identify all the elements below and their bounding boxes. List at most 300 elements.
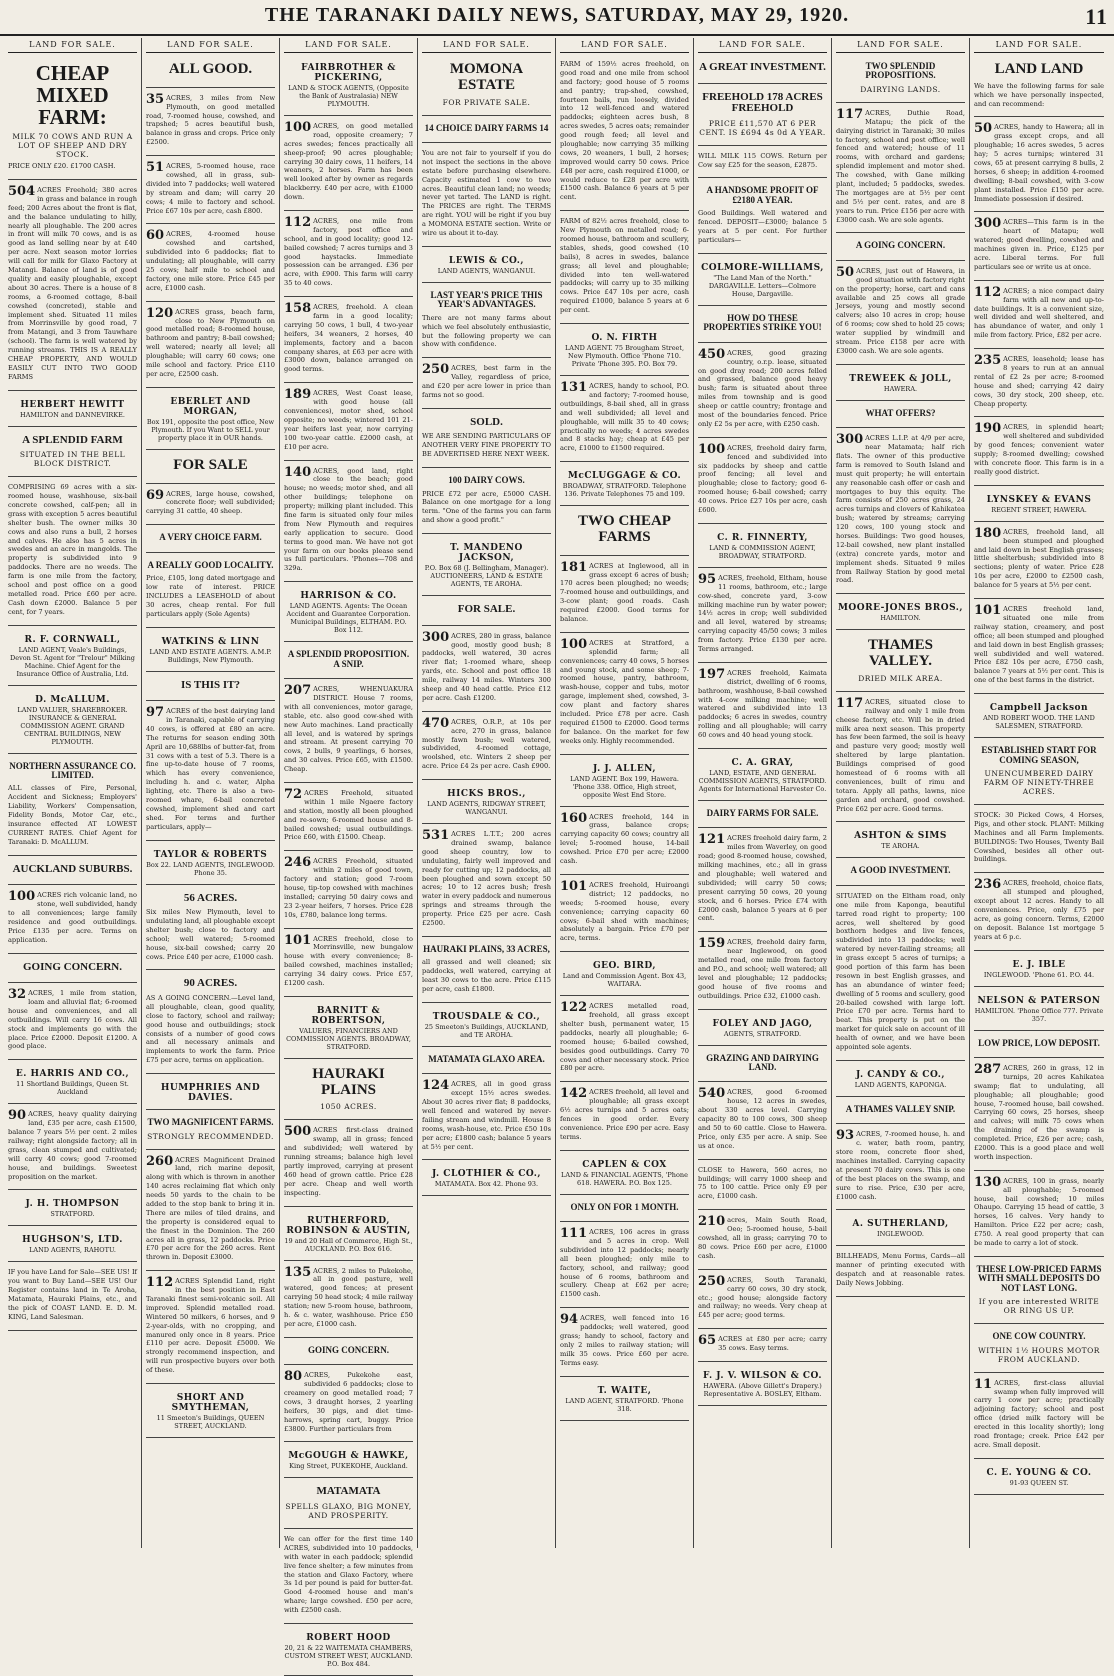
ad-acreage: 35 — [146, 91, 165, 107]
ad-acreage: 135 — [284, 1264, 312, 1280]
agent-address: VALUERS, FINANCIERS AND COMMISSION AGENTS. BROADWAY, STRATFORD. — [286, 1026, 411, 1051]
ad-subheading: SPELLS GLAXO, BIG MONEY, AND PROSPERITY. — [285, 1501, 412, 1520]
agent-address: LAND AGENT, STRATFORD. 'Phone 318. — [565, 1396, 684, 1413]
ad-body — [284, 464, 413, 574]
agent-name: GEO. BIRD, — [592, 961, 657, 972]
classified-ad — [422, 471, 551, 534]
ad-body — [284, 857, 413, 919]
ad-acreage: 142 — [560, 1086, 588, 1102]
ad-text: ACRES Magnificent Drained land, rich marine deposit, along with which is thrown in another 140 acres reclaiming flat which only needs 50 yards to the chain to be added to the stop bank to bring it in. There are miles of tiled drains, and the property is considered equal to the finest in the Dominion. The 260 acres all in grass, 12 paddocks. Price £70 per acre for the 260 acres. Rent thrown in. Deposit £3000. — [146, 1155, 275, 1262]
page-number: 11 — [1085, 4, 1108, 29]
column-header: LAND FOR SALE. — [560, 38, 689, 53]
masthead — [0, 4, 1114, 36]
ad-text: ACRES, first-class alluvial swamp when fully improved will carry 1 cow per acre; practically adjoining factory; school and post office (dried milk factory will be erected in this locality shortly); long road frontage; creek. Price £42 per acre. Small deposit. — [974, 1378, 1104, 1449]
agent-address: HAMILTON and DANNEVIRKE. — [20, 410, 125, 419]
agent-name: O. N. FIRTH — [591, 333, 658, 344]
classified-ad — [422, 1077, 551, 1160]
agent-address: INGLEWOOD. 'Phone 61. P.O. 44. — [983, 970, 1095, 979]
ad-body — [836, 434, 965, 585]
classified-ad — [146, 227, 275, 301]
ad-heading: ONE COW COUNTRY. — [992, 1331, 1086, 1342]
classified-ad — [974, 1327, 1104, 1372]
agent-address: AGENTS, STRATFORD. — [723, 1029, 802, 1038]
ad-body — [422, 830, 551, 928]
agent-address: LAND AGENTS, WANGANUI. — [437, 266, 536, 275]
classified-ad — [698, 1365, 827, 1406]
classified-ad — [284, 1000, 413, 1059]
ad-acreage: 111 — [560, 1226, 588, 1242]
ad-acreage: 250 — [422, 362, 450, 378]
agent-name: McGOUGH & HAWKE, — [288, 1451, 409, 1462]
classified-ad — [8, 888, 137, 953]
ad-body — [422, 432, 551, 459]
ad-acreage: 181 — [560, 559, 588, 575]
ad-text: CLOSE to Hawera, 560 acres, no buildings; will carry 1000 sheep and 75 to 100 cattle. Price only £9 per acre, £1000 cash. — [698, 1165, 827, 1201]
agent-address: Land and Commission Agent. Box 43, WAITARA. — [562, 972, 687, 989]
ad-acreage: 158 — [284, 301, 312, 317]
ad-body — [560, 810, 689, 866]
column-4 — [418, 38, 556, 1548]
classified-ad — [974, 1061, 1104, 1171]
ad-heading: MATAMATA — [316, 1485, 381, 1498]
agent-address: Box 22. LAND AGENTS, INGLEWOOD. Phone 35. — [146, 860, 275, 877]
ad-acreage: 197 — [698, 666, 726, 682]
agent-name: BARNITT & ROBERTSON, — [311, 1005, 386, 1026]
ad-subheading: PRICE £11,570 AT 6 PER CENT. IS £694 4s 0d A YEAR. — [699, 118, 826, 137]
ad-body — [8, 1268, 137, 1321]
agent-name: FAIRBROTHER & PICKERING, — [301, 63, 396, 83]
classified-ad — [422, 286, 551, 358]
classified-ad — [836, 889, 965, 1061]
classified-ad — [8, 480, 137, 625]
ad-acreage: 207 — [284, 683, 312, 699]
agent-address: LAND AGENT. 75 Brougham Street, New Plymouth. Office 'Phone 710. Private 'Phone 395. P.O. Box 79. — [564, 344, 685, 369]
ad-acreage: 50 — [974, 121, 993, 137]
classified-ad — [836, 57, 965, 103]
classified-ad — [284, 854, 413, 928]
ad-subheading: DRIED MILK AREA. — [858, 673, 943, 683]
agent-address: LAND AGENTS, KAPONGA. — [854, 1080, 947, 1089]
ad-text: ACRES metalled road, freehold, all grass except shelter bush, permanent water, 15 paddocks, nearly all ploughable; 6-roomed house; 6-bailed cowshed, besides good outbuildings. Carry 70 cows and other necessary stock. Price £80 per acre. — [560, 1002, 689, 1073]
ad-body — [698, 441, 827, 515]
ad-heading: GOING CONCERN. — [22, 960, 122, 973]
ad-body — [146, 994, 275, 1065]
ad-body — [974, 355, 1104, 408]
ad-acreage: 94 — [560, 1312, 579, 1328]
classified-ad — [560, 465, 689, 506]
ad-text: ACRES, Pukekohe east, subdivided 6 paddocks; close to creamery on good metalled road; 7 cows, 3 draught horses, 2 yearling heifers, 30 pigs, and diet time-harrows, spring cart, buggy. Price £3800. Further particulars from — [284, 1371, 413, 1433]
ad-body — [698, 1216, 827, 1260]
classified-ad — [560, 1225, 689, 1308]
ad-text: ACRES, freehold land, all been stumped and ploughed and laid down in best English grasses; little shelterbush; subdivided into 8 sections; plenty of water. Price £28 10s per acre, £2000 to £2500 cash, balance for 5 years at 5½ per cent. — [974, 527, 1104, 590]
ad-text: ACRES rich volcanic land, no stone, well subdivided, handy to all conveniences; large family residence and good outbuildings. Price £135 per acre. Terms on application. — [8, 891, 137, 944]
ad-acreage: 50 — [836, 264, 855, 280]
classified-ad — [974, 1462, 1104, 1495]
ad-acreage: 72 — [284, 786, 303, 802]
ad-heading: AUCKLAND SUBURBS. — [12, 862, 133, 875]
classified-ad — [560, 327, 689, 376]
ad-heading: A SPLENDID PROPOSITION. A SNIP. — [287, 649, 410, 669]
ad-text: ACRES, in splendid heart; well sheltered and subdivided by good fences; convenient water supply; 8-roomed dwelling; cowshed with concrete floor. This farm is in a really good district. — [974, 423, 1104, 476]
agent-address: Box 191, opposite the post office, New Plymouth. If you Want to SELL your property place it in OUR hands. — [146, 417, 275, 442]
ad-body — [422, 149, 551, 238]
classified-ad — [836, 1127, 965, 1210]
agent-address: LAND & COMMISSION AGENT, BROADWAY, STRATFORD. — [709, 543, 816, 560]
ad-acreage: 112 — [974, 284, 1002, 300]
ad-heading: A HANDSOME PROFIT OF £2180 A YEAR. — [706, 185, 819, 205]
ad-heading: 56 ACRES. — [183, 891, 238, 904]
ad-text: ACRES grass, beach farm, close to New Plymouth on good metalled road; 8-roomed house, bathroom and pantry; 8-bail cowshed; well watered; nearly all level; all ploughable; will carry 60 cows; one mile school and factory. Price £110 per acre, £2500 cash. — [146, 307, 275, 378]
classified-ad — [8, 1063, 137, 1104]
classified-ad — [146, 91, 275, 156]
classified-ad — [422, 361, 551, 409]
agent-name: E. J. IBLE — [1012, 959, 1066, 970]
classified-ad — [836, 1100, 965, 1124]
classified-ad — [146, 704, 275, 840]
ad-body — [560, 1088, 689, 1141]
ad-heading: THAMES VALLEY. — [867, 637, 933, 670]
ad-acreage: 210 — [698, 1214, 726, 1230]
classified-ad — [698, 1332, 827, 1362]
ad-body — [974, 525, 1104, 590]
ad-heading: GRAZING AND DAIRYING LAND. — [706, 1052, 819, 1073]
classified-ad — [284, 682, 413, 783]
ad-text: ACRES, all in good grass except 15½ acres swedes. About 30 acres river flat; 8 paddocks, well fenced and watered by never-failing stream and windmill. House 8 rooms, wash-house, etc. Price £50 10s per acre; £1800 cash; balance 5 years at 5½ per cent. — [422, 1080, 551, 1151]
classified-ad — [8, 986, 137, 1060]
classified-ad — [974, 990, 1104, 1031]
agent-address: MATAMATA. Box 42. Phone 93. — [434, 1180, 539, 1189]
ad-body — [836, 106, 965, 225]
classified-ad — [284, 1627, 413, 1676]
ad-text: ACRES at Stratford, a splendid farm; all conveniences; carry 40 cows, 5 horses and young stock, and some sheep; 7-roomed house, pantry, bathroom, wash-house, copper and tubs, motor garage, implement shed, cowshed, 3-cow plant and factory shares included. Price £78 per acre. Cash required £1500 to £2000. Good terms for balance. On the market for few weeks only. Highly recommended. — [560, 638, 689, 745]
ad-text: ACRES—This farm is in the heart of Matapu; well watered; good dwelling, cowshed and machines given in. Price, £125 per acre. Liberal terms. For full particulars see or write us at once. — [974, 218, 1104, 271]
classified-ad — [146, 1077, 275, 1110]
classified-ad — [698, 935, 827, 1009]
agent-name: Campbell Jackson — [989, 703, 1089, 714]
classified-columns — [4, 38, 1110, 1668]
classified-ad — [974, 741, 1104, 805]
classified-ad — [974, 120, 1104, 212]
ad-acreage: 140 — [284, 464, 312, 480]
classified-ad — [698, 1085, 827, 1159]
ad-text: ACRES of the best dairying land in Taranaki, capable of carrying 40 cows, is offered at £80 an acre. The returns for season ending 30th April are 10,688lbs of butter-fat, from 31 cows with a test of 5.3. There is a fine up-to-date house of 7 rooms, which has every convenience, including h. and c. water, Alpha lighting, etc. There is also a two-roomed whare, 6-bail concreted cowshed, implement shed and cart shed. For terms and further particulars, apply— — [146, 707, 275, 831]
ad-body — [974, 879, 1104, 941]
classified-ad — [146, 631, 275, 672]
agent-address: HAMILTON. — [880, 614, 921, 623]
ad-subheading: DAIRYING LANDS. — [860, 84, 941, 94]
ad-text: ALL classes of Fire, Personal, Accident and Sickness; Employers' Liability, Workers' Compensation, Fidelity Bonds, Motor Car, etc., insurance effected AT LOWEST CURRENT RATES. Chief Agent for Taranaki: D. McALLUM. — [8, 784, 137, 846]
ad-body — [146, 908, 275, 961]
ad-heading: MATAMATA GLAXO AREA. — [428, 1053, 545, 1064]
ad-acreage: 190 — [974, 421, 1002, 437]
ad-heading: 14 CHOICE DAIRY FARMS 14 — [424, 122, 549, 133]
ad-body — [698, 1335, 827, 1353]
classified-ad — [836, 633, 965, 692]
ad-heading: A GOING CONCERN. — [855, 240, 946, 251]
classified-ad — [146, 1113, 275, 1149]
classified-ad — [974, 525, 1104, 599]
classified-ad — [146, 844, 275, 885]
ad-body — [698, 1273, 827, 1320]
ad-text: ACRES, good land, right close to the beach; good house; no weeds; motor shed, and all other buildings; telephone on property; milking plant included. This fine farm is situated only four miles from New Plymouth and requires early application to secure. Good terms to good man. We have not got your farm on our books please send us full particulars. 'Phones—708 and 329a. — [284, 466, 413, 573]
ad-body — [836, 892, 965, 1052]
ad-heading: LOW PRICE, LOW DEPOSIT. — [978, 1037, 1100, 1048]
agent-name: EBERLET AND MORGAN, — [170, 396, 251, 417]
ad-text: ACRES freehold dairy farm, 2 miles from Waverley, on good road; good 8-roomed house, cowshed, milking machines, etc.; all in grass and ploughable; well watered and subdivided; will carry 50 cows; present carrying 50 cows, 20 young stock, and 6 horses. Price £74 with £2000 cash, balance 5 years at 6 per cent. — [698, 834, 827, 923]
ad-text: SITUATED on the Eltham road, only one mile from Kaponga, beautiful tarred road right to property; 100 acres, well sheltered by good boxthorn hedges and live fences, subdivided into 13 paddocks; well watered by never-failing streams; all in grass except 5 acres of turnips; a good portion of this farm has been resown in best English grasses, and has an abundance of winter feed; dwelling of 5 rooms and scullery, good 20-bailed cowshed with large loft. Price £70 per acre. Terms hard to beat. This property is put on the market for quick sale on account of ill health of owner, and we have been appointed sole agents. — [836, 891, 965, 1052]
agent-name: E. HARRIS AND CO., — [15, 1069, 130, 1080]
classified-ad — [698, 257, 827, 306]
ad-acreage: 159 — [698, 936, 726, 952]
agent-address: LAND AGENTS, RIDGWAY STREET, WANGANUI. — [427, 800, 546, 817]
agent-address: BROADWAY, STRATFORD. Telephone 136. Private Telephones 75 and 109. — [562, 482, 687, 499]
classified-ad — [422, 57, 551, 116]
classified-ad — [284, 1532, 413, 1624]
classified-ad — [560, 878, 689, 952]
agent-name: TREWEEK & JOLL, — [849, 373, 952, 384]
ad-acreage: 120 — [146, 305, 174, 321]
classified-ad — [698, 57, 827, 84]
classified-ad — [284, 1341, 413, 1365]
classified-ad — [560, 1085, 689, 1150]
agent-address: LAND VALUER, SHAREBROKER. INSURANCE & GENERAL COMMISSION AGENT. GRAND CENTRAL BUILDINGS, NEW PLYMOUTH. — [17, 705, 128, 746]
classified-ad — [974, 352, 1104, 417]
classified-ad — [974, 876, 1104, 950]
agent-address: HAWERA. — [883, 384, 918, 393]
column-2 — [142, 38, 280, 1548]
classified-ad — [974, 1376, 1104, 1459]
classified-ad — [698, 1163, 827, 1211]
ad-body — [422, 364, 551, 400]
classified-ad — [974, 489, 1104, 522]
ad-acreage: 235 — [974, 353, 1002, 369]
ad-text: ACRES; a nice compact dairy farm with all new and up-to-date buildings. It is a convenient size, well divided and well sheltered, and has abundance of water, and only 1 mile from factory. Price, £82 per acre. — [974, 286, 1104, 340]
ad-body — [422, 1080, 551, 1151]
classified-ad — [974, 215, 1104, 280]
ad-body — [974, 123, 1104, 203]
ad-heading: A REALLY GOOD LOCALITY. — [147, 559, 274, 570]
ad-acreage: 500 — [284, 1124, 312, 1140]
ad-body — [284, 303, 413, 374]
classified-ad — [146, 453, 275, 484]
agent-name: ASHTON & SIMS — [854, 831, 947, 842]
agent-address: King Street, PUKEKOHE, Auckland. — [289, 1462, 408, 1471]
classified-ad — [422, 1163, 551, 1196]
ad-text: acres, Main South Road, Oeo; 5-roomed house, 5-bail cowshed, all in grass; carrying 70 to 80 cows. Price £60 per acre, £1000 cash. — [698, 1216, 827, 1260]
ad-text: ACRES freehold, Huiroangi district; 12 paddocks, no weeds; 5-roomed house, every convenience; carrying capacity 60 cows; 6-bail shed with machines; absolutely a bargain. Price £70 per acre, terms. — [560, 880, 689, 943]
column-header: LAND FOR SALE. — [146, 38, 275, 53]
ad-acreage: 112 — [146, 1275, 174, 1291]
ad-heading: HAURAKI PLAINS — [312, 1065, 385, 1098]
ad-text: WE ARE SENDING PARTICULARS OF ANOTHER VERY FINE PROPERTY TO BE ADVERTISED HERE NEXT WEEK. — [422, 432, 551, 459]
classified-ad — [560, 758, 689, 807]
column-1 — [4, 38, 142, 1548]
classified-ad — [698, 309, 827, 343]
ad-text: ACRES, Duthie Road, Matapu; the pick of the dairying district in Taranaki; 30 miles to factory, school and post office; well fenced and watered; house of 11 rooms, with orchard and gardens; splendid implement and motor shed. The cowshed, with Gane milking plant, included; 5 paddocks, swedes. The mortgages are at 5½ per cent and 5½ per cent. rates, and are 8 years to run. Price £156 per acre with £3000 cash. We are sole agents. — [836, 108, 965, 224]
classified-ad — [8, 1193, 137, 1226]
agent-name: HUMPHRIES AND DAVIES. — [160, 1083, 261, 1104]
ad-heading: GOING CONCERN. — [307, 1344, 389, 1355]
ad-subheading: MILK 70 COWS AND RUN A LOT OF SHEEP AND DRY STOCK. — [12, 132, 133, 160]
classified-ad — [422, 146, 551, 247]
ad-heading: DAIRY FARMS FOR SALE. — [706, 808, 819, 819]
agent-address: LAND AGENT. Box 199, Hawera. 'Phone 338. Office, High street, opposite West End Store. — [570, 774, 679, 799]
column-header: LAND FOR SALE. — [8, 38, 137, 53]
classified-ad — [836, 368, 965, 401]
ad-text: ACRES, handy to Hawera; all in grass except crops, and all ploughable; 16 acres swedes, 5 acres hay; 5 acres turnips; wintered 31 cows, 65 at present carrying 8 bulls, 2 horses, 6 sheep; in addition 4-roomed dwelling; 8-bail cowshed, with 3-cow plant installed. Price £150 per acre. Immediate possession if desired. — [974, 123, 1104, 203]
ad-acreage: 450 — [698, 346, 726, 362]
classified-ad — [974, 954, 1104, 987]
agent-address: REGENT STREET, HAWERA. — [991, 505, 1087, 514]
ad-body — [422, 490, 551, 526]
ad-body — [974, 1061, 1104, 1162]
ad-text: ACRES, 5-roomed house, race cowshed, all in grass, sub-divided into 7 paddocks; well watered by stream and dam; will carry 20 cows; 4 mile to factory and school. Price £67 10s per acre, cash £800. — [146, 162, 275, 215]
ad-text: AS A GOING CONCERN.—Level land, all ploughable, clean, good quality, close to factory, school and railway; good house and outbuildings; stock consists of a number of good cows and all necessary animals and implements to work the farm. Price £75 per acre, terms on application. — [146, 994, 275, 1065]
classified-ad — [422, 250, 551, 283]
agent-address: AND ROBERT WOOD. THE LAND SALESMEN, STRATFORD. — [983, 714, 1095, 731]
agent-name: F. J. V. WILSON & CO. — [703, 1370, 822, 1381]
classified-ad — [698, 527, 827, 568]
ad-text: ACRES, 4-roomed house cowshed and cartshed, subdivided into 6 paddocks; flat to undulating; all ploughable, will carry 25 cows; half mile to school and factory, one mile store. Price £45 per acre, £1000 cash. — [146, 230, 275, 292]
ad-text: ACRES, 280 in grass, balance good, mostly good bush; 8 paddocks, well watered, 30 acres river flat; 1-roomed whare, sheep yards, etc. School and post office 18 mile, railway 14 miles. Winters 300 sheep and 40 head cattle. Price £12 per acre. Cash £1200. — [422, 631, 551, 702]
ad-body — [422, 958, 551, 994]
ad-text: ACRES, 1 mile from station, loam and alluvial flat; 6-roomed house and conveniences, and all outbuildings. Will carry 16 cows. All stock and implements go with the place. Price £2000. Deposit £1200. A good place. — [8, 989, 137, 1051]
ad-text: ACRES freehold, all level and ploughable; all grass except 6½ acres turnips and 5 acres oats; fences in good order. Every convenience. Price £90 per acre. Easy terms. — [560, 1088, 689, 1141]
ad-text: ACRES, WHENUAKURA DISTRICT. House 7 rooms, with all conveniences, motor garage, stable, etc. also good cow-shed with new Auto machines. Land practically all level, and is watered by springs and stream. At present carrying 70 cows, 2 bulls, 9 yearlings, 6 horses, and 30 calves. Price £65, with £1500. Cheap. — [284, 685, 413, 774]
ad-acreage: 246 — [284, 855, 312, 871]
ad-body — [422, 314, 551, 350]
ad-body — [284, 122, 413, 202]
ad-text: ACRES, situated close to railway and only 1 mile from cheese factory, etc. Will be in dried milk area next season. This property has few been farmed, the soil is heavy and pasture very good; mostly well sheltered by large plantation. Buildings comprised of good homestead of 6 rooms with all conveniences, built of rimu and totara. Apply all paths, lawns, nice garden and orchard, good cowshed. Price £62 per acre. Good terms. — [836, 697, 965, 813]
ad-acreage: 124 — [422, 1078, 450, 1094]
ad-heading: FREEHOLD 178 ACRES FREEHOLD — [702, 90, 823, 115]
classified-ad — [284, 1481, 413, 1529]
classified-ad — [560, 1198, 689, 1222]
agent-address: 11 Smeeton's Buildings, QUEEN STREET, AUCKLAND. — [156, 1414, 265, 1431]
classified-ad — [146, 675, 275, 702]
ad-body — [560, 1314, 689, 1367]
ad-body — [974, 605, 1104, 685]
classified-ad — [698, 1273, 827, 1329]
ad-acreage: 122 — [560, 1000, 588, 1016]
ad-text: COMPRISING 69 acres with a six-roomed house, washhouse, six-bail concrete cowshed, calf-pen; all in grass with exception 5 acres beautiful shelter bush. The owner milks 30 cows and also runs a bull, 2 horses and calves. He also has 5 acres in swedes and an acre in mangolds. The property is subdivided into 9 paddocks. There are no weeds. The farm is one mile from the factory, school and post office on a good metalled road. Price £60 per acre. Cash down £2000. Balance 5 per cent, for 7 years. — [8, 483, 137, 616]
ad-text: There are not many farms about which we feel absolutely enthusiastic, but the following property we can show with confidence. — [422, 313, 551, 349]
ad-acreage: 540 — [698, 1086, 726, 1102]
classified-ad — [146, 391, 275, 450]
ad-subheading: 1050 ACRES. — [320, 1102, 377, 1112]
ad-body — [974, 423, 1104, 476]
ad-body — [146, 305, 275, 379]
classified-ad — [146, 159, 275, 224]
ad-subheading: WITHIN 1½ HOURS MOTOR FROM AUCKLAND. — [978, 1345, 1100, 1364]
ad-text: Price, £105, long dated mortgage and low rate of interest. PRICE INCLUDES a LEASEHOLD of about 30 acres, cheap rental. For full particulars apply (Sole Agents) — [146, 574, 275, 618]
ad-body — [560, 60, 689, 202]
classified-ad — [422, 1006, 551, 1047]
ad-body — [284, 1371, 413, 1433]
classified-ad — [284, 386, 413, 460]
ad-text: Good Buildings. Well watered and fenced. DEPOSIT—£3000; balance 5 years at 5 per cent. For further particulars— — [698, 209, 827, 244]
column-5 — [556, 38, 694, 1548]
ad-text: ACRES, O.R.P., at 10s per acre, 270 in grass, balance mostly fawn bush; well watered, subdivided, 4-roomed cottage, woolshed, etc. Winters 2 sheep per acre. Price £4 2s per acre. Cash £900. — [422, 717, 551, 771]
agent-name: ROBERT HOOD — [306, 1632, 391, 1643]
ad-acreage: 300 — [422, 629, 450, 645]
agent-address: HAWERA. (Above Gillett's Drapery.) Representative A. BOSLEY, Eltham. — [703, 1381, 822, 1398]
agent-name: LEWIS & CO., — [448, 255, 525, 266]
classified-ad — [974, 284, 1104, 349]
agent-name: FOLEY AND JAGO, — [712, 1018, 813, 1029]
classified-ad — [698, 1049, 827, 1083]
masthead-title: THE TARANAKI DAILY NEWS, SATURDAY, MAY 29, 1920. — [264, 4, 850, 26]
classified-ad — [698, 1013, 827, 1046]
ad-text: BILLHEADS, Menu Forms, Cards—all manner of printing executed with despatch and at reasonable rates. Daily News Jobbing. — [836, 1252, 965, 1288]
agent-name: C. E. YOUNG & CO. — [986, 1467, 1092, 1478]
agent-address: TE AROHA. — [881, 842, 920, 851]
ad-text: ACRES, 2 miles to Pukekohe, all in good pasture, well watered, good fences; at present carrying 50 head stock; 4 mile railway station; new 5-room house, bathroom, h. & c. water, washhouse. Price £50 per acre, £1000 cash. — [284, 1266, 413, 1328]
ad-text: ACRES, best farm in the Valley, regardless of price, and £20 per acre lower in price than farms not so good. — [422, 364, 551, 399]
classified-ad — [698, 87, 827, 146]
ad-text: ACRES, handy to school, P.O. and factory; 7-roomed house, outbuildings, 8-bail shed, all in grass and well subdivided; all level and ploughable, will milk 35 to 40 cows; practically no weeds; 4 acres swedes and 8 stacks hay; cheap at £45 per acre, £1000 to £1500 required. — [560, 382, 689, 453]
ad-heading: TWO MAGNIFICENT FARMS. — [147, 1117, 274, 1128]
ad-acreage: 189 — [284, 387, 312, 403]
ad-text: FARM of 159½ acres freehold, on good road and one mile from school and factory; good house of 5 rooms and pantry; trap-shed, cowshed, fourteen bails, run loosely, divided into 12 well-fenced and watered paddocks; eighteen acres bush, 8 acres swedes, 5 acres oats; remainder good rough feed; all level and ploughable; now carrying 35 milking cows, 20 weaners, 1 bull, 2 horses; improved would carry 50 cows. Price £48 per acre, cash required £1000, or would reduce to £28 per acre with £1500 cash. Balance 6 years at 5 per cent. — [560, 60, 689, 202]
agent-name: T. WAITE, — [597, 1385, 652, 1396]
ad-body — [560, 382, 689, 453]
ad-text: ACRES, good 6-roomed house, 12 acres in swedes, about 330 acres level. Carrying capacity 80 to 100 cows, 300 sheep and 50 to 60 cattle. Close to Hawera. Price, only £35 per acre. A snip. See us at once. — [698, 1088, 827, 1150]
ad-heading: 100 DAIRY COWS. — [448, 475, 525, 486]
ad-text: ACRES, on good metalled road, opposite creamery; 7 acres swedes; fences practically all sheep-proof; 90 acres ploughable; carrying 30 dairy cows, 11 heifers, 14 weaners, 2 horses. Farm has been well looked after by owner as regards blackberry. £40 per acre, with £1000 down. — [284, 122, 413, 202]
ad-text: ACRES at £80 per acre; carry 35 cows. Easy terms. — [718, 1335, 827, 1353]
classified-ad — [560, 1311, 689, 1376]
ad-heading: TWO SPLENDID PROPOSITIONS. — [865, 61, 936, 81]
ad-text: ACRES Freehold; 380 acres in grass and balance in rough feed; 200 Acres about the front is flat, and the balance undulating to hilly, nearly all ploughable. The 200 acres in front will milk 70 cows, and is as good as land selling near by at £40 per acre. Next season motor lorries will call for milk for Glaxo Factory at Matangi. Balance of land is of good quality and easily ploughable, except about 30 acres. There is a house of 8 rooms, a 6-roomed cottage, 8-bail cowshed (concreted), stable and implement shed. Situated 11 miles from Morrinsville by good road, 7 from Matangi, and 3 from Tauwhare (school). The farm is well watered by running streams. THIS IS A REALLY CHEAP PROPERTY, AND WOULD EASILY CUT INTO TWO GOOD FARMS — [8, 186, 137, 381]
ad-text: ACRES, 260 in grass, 12 in turnips, 20 acres Kahikatea swamp; flat to undulating, all ploughable; all ploughable; good house, 7-roomed house, bail cowshed. Carrying 60 cows, 25 horses, sheep and calves; will milk 75 cows when the draining of the swamp is completed. Price, £26 per acre; cash, £2000. This is a good place and well worth inspection. — [974, 1063, 1104, 1161]
ad-acreage: 117 — [836, 695, 864, 711]
ad-heading: MOMONA ESTATE — [449, 61, 524, 93]
agent-address: 25 Smeeton's Buildings, AUCKLAND, and TE AROHA. — [424, 1022, 549, 1039]
classified-ad — [284, 57, 413, 116]
ad-acreage: 51 — [146, 160, 165, 176]
ad-body — [698, 152, 827, 170]
agent-address: 91-93 QUEEN ST. — [1009, 1478, 1069, 1487]
agent-name: HERBERT HEWITT — [20, 399, 125, 410]
classified-ad — [836, 106, 965, 234]
ad-body — [284, 1126, 413, 1197]
classified-ad — [8, 1265, 137, 1330]
classified-ad — [422, 119, 551, 143]
ad-body — [284, 1535, 413, 1615]
ad-text: ACRES, one mile from factory, post office and school, and in good locality; good 12-bailed cowshed; 7 acres turnips and 3 good haystacks. Immediate possession can be arranged. £36 per acre, with £900. This farm will carry 35 to 40 cows. — [284, 217, 413, 288]
classified-ad — [284, 1210, 413, 1261]
classified-ad — [284, 645, 413, 679]
ad-text: PRICE ONLY £20. £1700 CASH. — [8, 162, 116, 171]
classified-ad — [146, 888, 275, 971]
ad-body — [284, 389, 413, 451]
classified-ad — [422, 827, 551, 937]
ad-heading: LAND LAND — [994, 61, 1084, 77]
agent-name: WATKINS & LINN — [161, 636, 260, 647]
ad-acreage: 90 — [8, 1108, 27, 1124]
ad-acreage: 97 — [146, 705, 165, 721]
agent-address: 11 Shortland Buildings, Queen St. Auckland — [16, 1080, 129, 1097]
agent-name: J. CLOTHIER & CO., — [431, 1169, 542, 1180]
ad-heading: IS THIS IT? — [180, 678, 241, 691]
agent-address: LAND AGENT, Veale's Buildings, Devon St. Agent for "Trelour" Milking Machine. Chief Agent for the Insurance Office of Australia, Ltd. — [10, 645, 135, 678]
ad-acreage: 160 — [560, 810, 588, 826]
agent-name: TAYLOR & ROBERTS — [153, 849, 268, 860]
classified-ad — [8, 57, 137, 180]
classified-ad — [836, 695, 965, 823]
ad-text: PRICE £72 per acre, £5000 CASH. Balance on one mortgage for a long term. "One of the farms you can farm and show a good profit." — [422, 489, 551, 525]
